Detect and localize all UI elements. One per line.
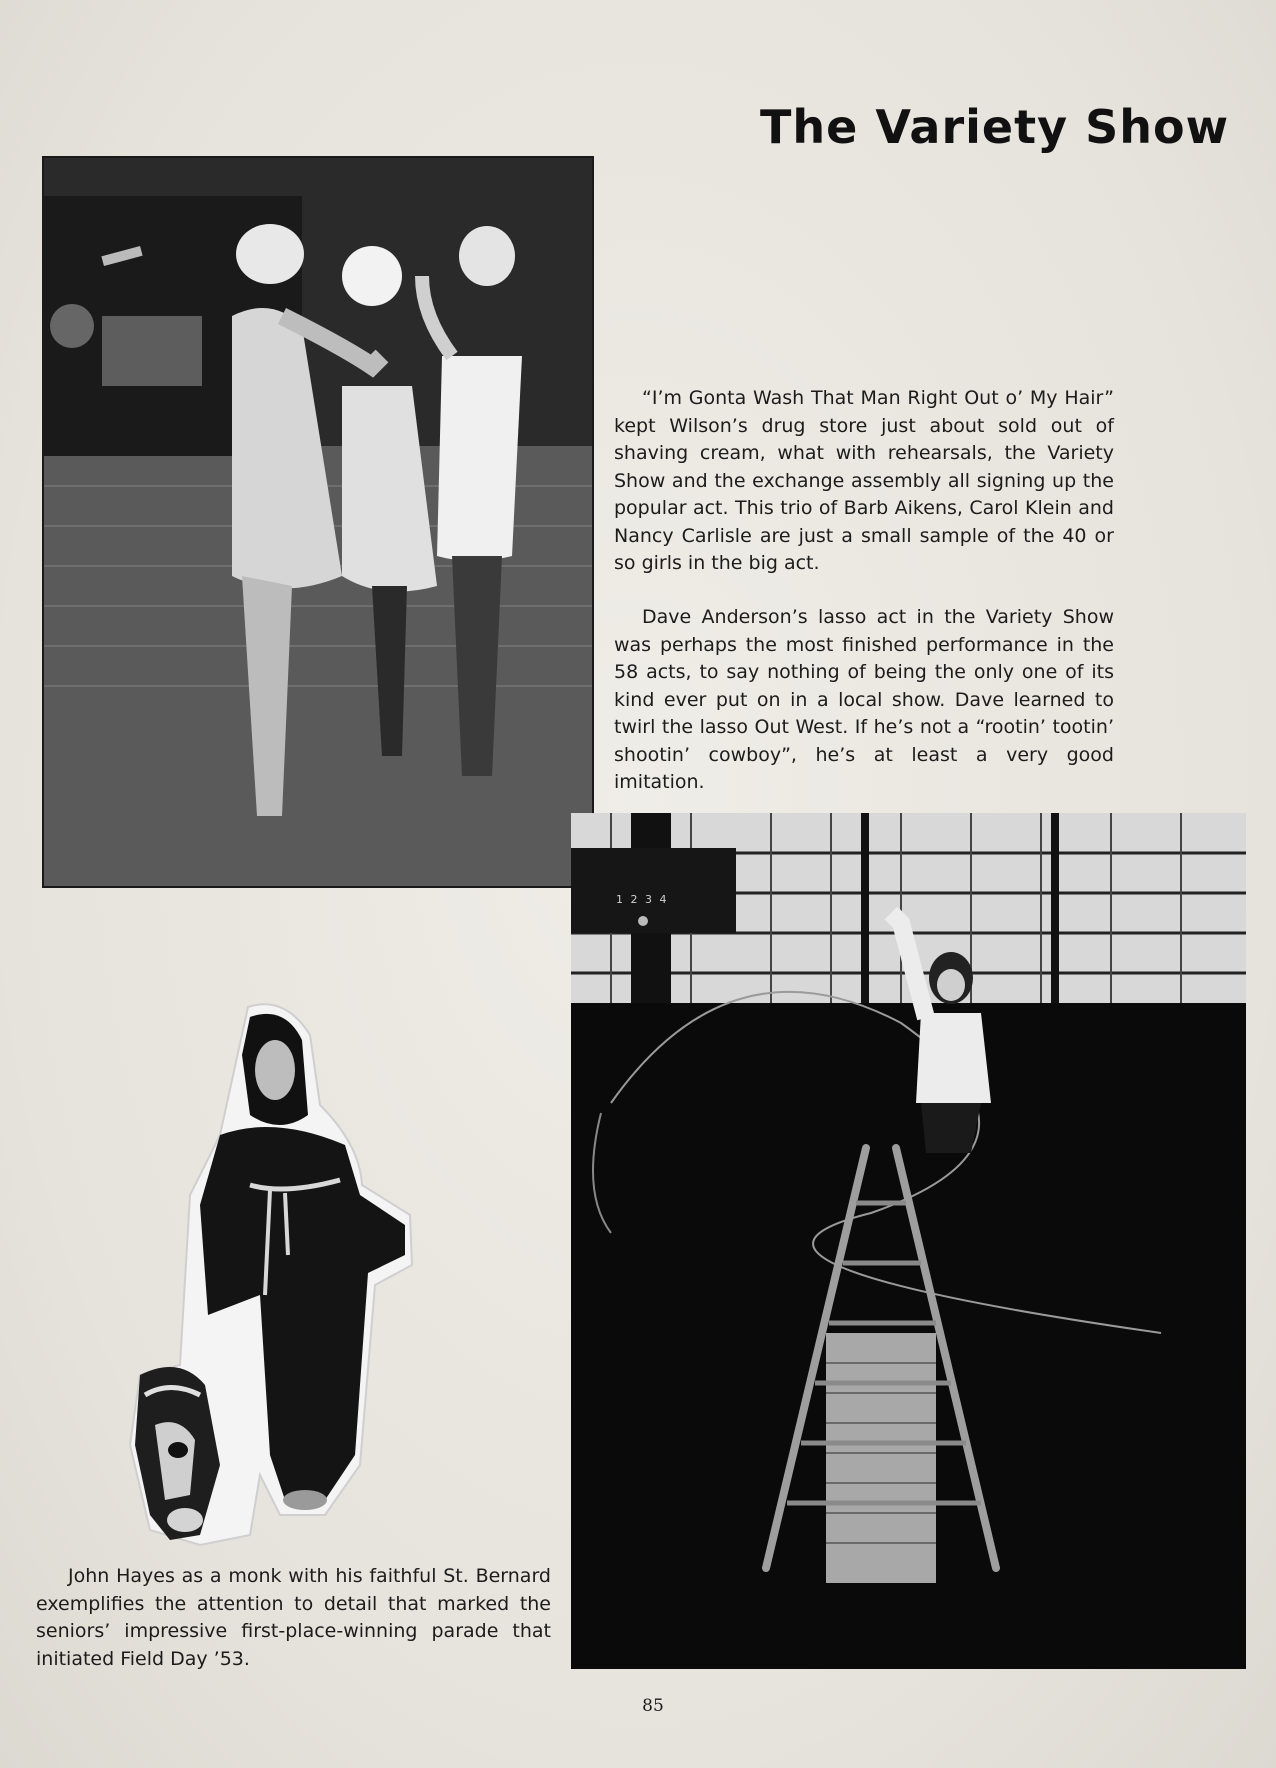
scoreboard-label: 1 2 3 4 bbox=[616, 893, 669, 906]
photo-girls-shampoo bbox=[42, 156, 594, 888]
page-title: The Variety Show bbox=[760, 100, 1230, 154]
caption-lasso-act: Dave Anderson’s lasso act in the Variety Show was perhaps the most finished performance in the 58 acts, to say nothing of being the only one of its kind ever put on in a local show. Dave learned to twirl the lasso Out West. If he’s not a “rootin’ tootin’ shootin’ cowboy”, he’s at least a very good imitation. bbox=[614, 606, 1114, 793]
photo-monk-st-bernard bbox=[110, 995, 430, 1555]
caption-girls-act: “I’m Gonta Wash That Man Right Out o’ My Hair” kept Wilson’s drug store just about sold out of shaving cream, what with rehearsals, the Variety Show and the exchange assembly all signing up the popular act. This trio of Barb Aikens, Carol Klein and Nancy Carlisle are just a small sample of the 40 or so girls in the big act. bbox=[614, 387, 1114, 574]
photo-lasso-ladder bbox=[571, 813, 1246, 1669]
caption-monk: John Hayes as a monk with his faithful St. Bernard exemplifies the attention to detail that marked the seniors’ impressive first-place-winning parade that initiated Field Day ’53. bbox=[36, 1565, 551, 1670]
page-number: 85 bbox=[642, 1696, 664, 1716]
